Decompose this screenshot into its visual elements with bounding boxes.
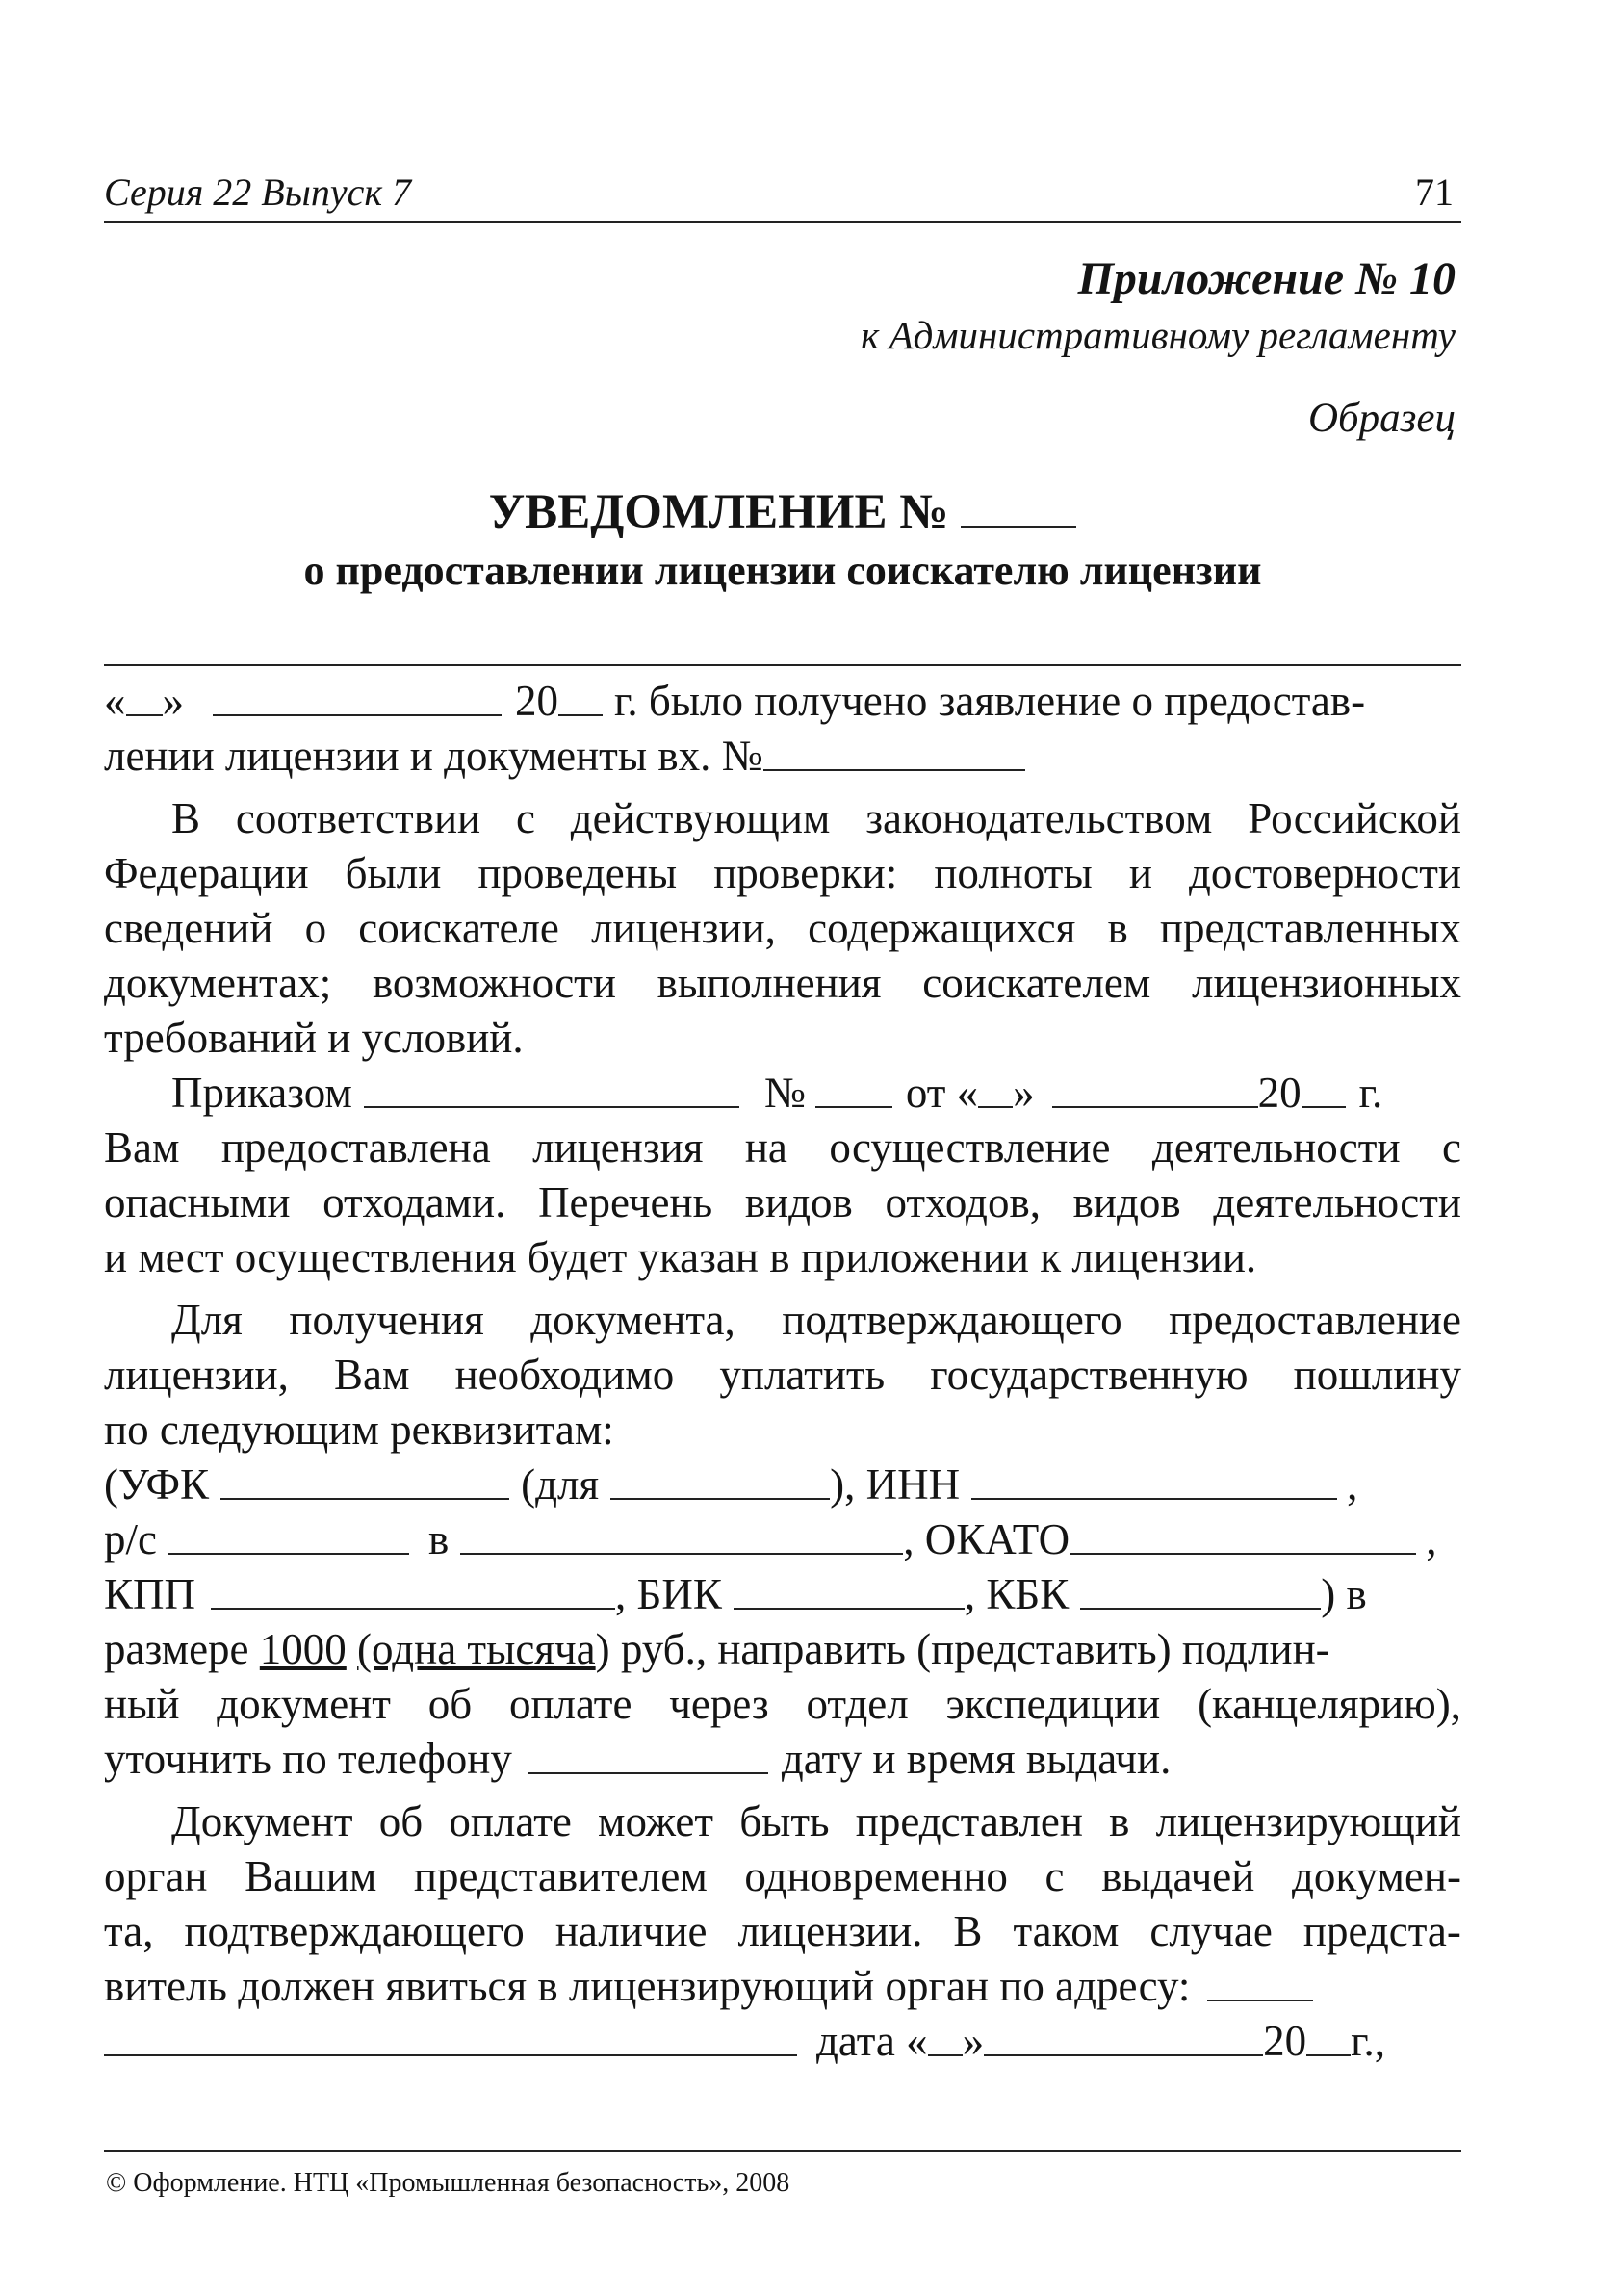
line-incoming-number: лении лицензии и документы вх. № <box>104 729 1461 784</box>
p3-line: опасными отходами. Перечень видов отходов, видов деятельности <box>104 1178 1461 1226</box>
line-amount: размере 1000 (одна тысяча ) руб., направить (представить) подлин- <box>104 1622 1461 1677</box>
account-blank <box>168 1512 409 1555</box>
p6-line: орган Вашим представителем одновременно с выдачей докумен- <box>104 1852 1461 1900</box>
order-blank <box>364 1066 739 1108</box>
line-phone: уточнить по телефону дату и время выдачи. <box>104 1732 1461 1787</box>
date-day-blank <box>928 2014 963 2056</box>
appendix-block <box>861 250 1456 362</box>
line-account: р/с в , ОКАТО , <box>104 1512 1461 1567</box>
document-body <box>104 674 1461 2069</box>
p2-line: требований и условий. <box>104 1014 524 1062</box>
order-month-blank <box>1052 1066 1258 1108</box>
series-label: Серия 22 Выпуск 7 <box>104 170 412 214</box>
line-date-received: « » 20 г. было получено заявление о предостав- <box>104 674 1461 729</box>
title-main: УВЕДОМЛЕНИЕ № <box>104 481 1461 543</box>
p6-line: та, подтверждающего наличие лицензии. В таком случае предста- <box>104 1907 1461 1955</box>
appendix-title: Приложение № 10 <box>1077 253 1456 304</box>
running-header <box>104 171 1461 223</box>
ufk-blank <box>220 1458 509 1500</box>
inn-blank <box>971 1458 1337 1500</box>
title-subtitle: о предоставлении лицензии соискателю лицензии <box>303 547 1262 594</box>
number-blank <box>961 487 1076 528</box>
date-month-blank <box>984 2014 1263 2056</box>
top-rule <box>104 664 1461 666</box>
p2-line: Федерации были проведены проверки: полноты и достоверности <box>104 849 1461 897</box>
address-cont-blank <box>104 2014 797 2056</box>
page-number: 71 <box>1415 170 1454 214</box>
p2-line: В соответствии с действующим законодательством Российской <box>171 794 1461 842</box>
p4-line: лицензии, Вам необходимо уплатить государственную пошлину <box>104 1351 1461 1399</box>
amount-value: 1000 <box>259 1625 347 1673</box>
okato-blank <box>1070 1512 1416 1555</box>
kpp-blank <box>211 1567 615 1610</box>
month-blank <box>213 674 502 716</box>
p6-line: Документ об оплате может быть представлен в лицензирующий <box>171 1797 1461 1845</box>
line-original-doc: ный документ об оплате через отдел экспедиции (канцелярию), <box>104 1680 1461 1728</box>
bottom-rule <box>104 2150 1461 2152</box>
p4-line: Для получения документа, подтверждающего предоставление <box>171 1296 1461 1344</box>
copyright-footer: © Оформление. НТЦ «Промышленная безопасность», 2008 <box>106 2168 790 2198</box>
amount-words: (одна тысяча <box>357 1625 596 1673</box>
phone-blank <box>528 1732 768 1774</box>
line-address: витель должен явиться в лицензирующий орган по адресу: <box>104 1959 1461 2014</box>
bik-blank <box>734 1567 965 1610</box>
p3-line: и мест осуществления будет указан в приложении к лицензии. <box>104 1233 1257 1281</box>
order-number-blank <box>815 1066 892 1108</box>
bank-blank <box>460 1512 903 1555</box>
order-day-blank <box>978 1066 1013 1108</box>
p4-line: по следующим реквизитам: <box>104 1406 614 1454</box>
document-title <box>104 481 1461 599</box>
line-date: дата « » 20 г., <box>104 2014 1461 2069</box>
day-blank <box>126 674 163 716</box>
sample-label: Образец <box>1307 396 1456 441</box>
p3-line: Вам предоставлена лицензия на осуществление деятельности с <box>104 1123 1461 1172</box>
kbk-blank <box>1080 1567 1321 1610</box>
line-ufk: (УФК (для ), ИНН , <box>104 1458 1461 1512</box>
appendix-subtitle: к Административному регламенту <box>861 313 1456 357</box>
incoming-number-blank <box>763 729 1025 771</box>
line-order: Приказом № от « » 20 г. <box>171 1066 1461 1121</box>
address-blank <box>1207 1959 1313 2001</box>
order-year-blank <box>1302 1066 1346 1108</box>
date-year-blank <box>1306 2014 1351 2056</box>
line-kpp: КПП , БИК , КБК ) в <box>104 1567 1461 1622</box>
p2-line: сведений о соискателе лицензии, содержащихся в представленных <box>104 904 1461 952</box>
p2-line: документах; возможности выполнения соискателем лицензионных <box>104 959 1461 1007</box>
year-blank <box>558 674 603 716</box>
for-blank <box>610 1458 830 1500</box>
